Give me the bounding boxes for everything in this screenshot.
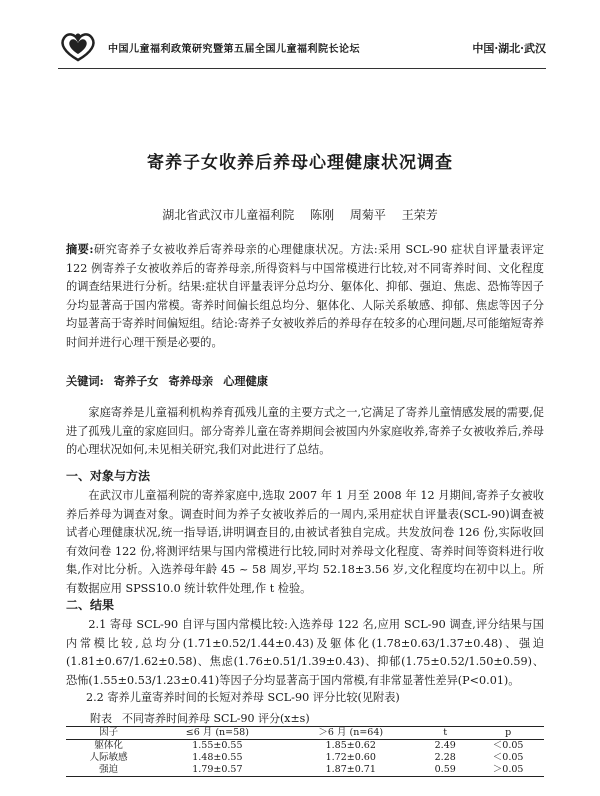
abstract bbox=[66, 240, 544, 352]
table-header: p bbox=[472, 727, 544, 740]
table-header-row bbox=[66, 727, 544, 740]
table-cell: ＜0.05 bbox=[492, 752, 524, 763]
author-line bbox=[0, 206, 600, 223]
keywords bbox=[66, 372, 544, 391]
header-rule bbox=[58, 68, 546, 69]
keyword: 寄养子女 bbox=[113, 374, 159, 388]
table-row bbox=[66, 752, 544, 764]
table-cell: 躯体化 bbox=[94, 740, 123, 751]
table-header: ≤6 月 (n=58) bbox=[151, 727, 283, 740]
table-cell: 1.79±0.57 bbox=[192, 764, 243, 775]
results-subheading: 2.2 寄养儿童寄养时间的长短对养母 SCL-90 评分比较(见附表) bbox=[86, 691, 400, 704]
table-cell: 1.55±0.55 bbox=[192, 740, 243, 751]
keyword: 心理健康 bbox=[223, 374, 268, 388]
table-cell: 1.72±0.60 bbox=[325, 752, 376, 763]
table-cell: 强迫 bbox=[99, 764, 119, 775]
running-header bbox=[58, 30, 546, 64]
table-cell: 0.59 bbox=[434, 764, 456, 775]
conference-logo-icon bbox=[58, 30, 98, 64]
table-cell: 2.28 bbox=[434, 752, 456, 763]
table-caption bbox=[90, 710, 320, 726]
table-caption-label: 附表 bbox=[90, 712, 112, 725]
table-cell: 人际敏感 bbox=[89, 752, 128, 763]
abstract-label: 摘要: bbox=[66, 242, 94, 256]
table-row bbox=[66, 740, 544, 753]
table-cell: 1.87±0.71 bbox=[325, 764, 376, 775]
table-cell: 1.48±0.55 bbox=[192, 752, 243, 763]
author-name: 王荣芳 bbox=[401, 208, 438, 222]
table-cell: 1.85±0.62 bbox=[325, 740, 376, 751]
abstract-text: 研究寄养子女被收养后寄养母亲的心理健康状况。方法:采用 SCL-90 症状自评量表评定 122 例寄养子女被收养后的寄养母亲,所得资料与中国常模进行比较,对不同寄养时间、文化程度的调查结果进行分析。结果:症状自评量表评分总均分、躯体化、抑郁、强迫、焦虑、恐怖等因子分均显著高于国内常模。寄养时间偏长组总均分、躯体化、人际关系敏感、抑郁、焦虑等因子分均显著高于寄养时间偏短组。结论:寄养子女被收养后的养母存在较多的心理问题,尽可能缩短寄养时间并进行心理干预是必要的。 bbox=[66, 243, 544, 349]
table-row bbox=[66, 764, 544, 777]
paper-title: 寄养子女收养后养母心理健康状况调查 bbox=[147, 153, 453, 173]
table-header: ＞6 月 (n=64) bbox=[283, 727, 418, 740]
scl90-table bbox=[66, 726, 544, 777]
keywords-label: 关键词: bbox=[66, 374, 104, 388]
table-header: 因子 bbox=[66, 727, 151, 740]
table-header: t bbox=[418, 727, 472, 740]
intro-paragraph: 家庭寄养是儿童福利机构养育孤残儿童的主要方式之一,它满足了寄养儿童情感发展的需要,促进了孤残儿童的家庭回归。部分寄养儿童在寄养期间会被国内外家庭收养,寄养子女被收养后,养母的心理状况如何,未见相关研究,我们对此进行了总结。 bbox=[66, 406, 544, 456]
section-heading-methods: 一、对象与方法 bbox=[66, 469, 151, 483]
conference-name: 中国儿童福利政策研究暨第五届全国儿童福利院长论坛 bbox=[108, 44, 360, 55]
methods-paragraph: 在武汉市儿童福利院的寄养家庭中,选取 2007 年 1 月至 2008 年 12 月期间,寄养子女被收养后养母为调查对象。调查时间为养子女被收养后的一周内,采用症状自评量表(SCL-90)调查被试者心理健康状况,统一指导语,讲明调查目的,由被试者独自完成。共发放问卷 126 份,实际收回有效问卷 122 份,将测评结果与国内常模进行比较,同时对养母文化程度、寄养时间等资料进行收集,作对比分析。入选养母年龄 45 ~ 58 周岁,平均 52.18±3.56 岁,文化程度均在初中以上。所有数据应用 SPSS10.0 统计软件处理,作 t 检验。 bbox=[66, 489, 544, 595]
keyword: 寄养母亲 bbox=[168, 374, 214, 388]
table-cell: ＞0.05 bbox=[492, 764, 524, 775]
table-caption-text: 不同寄养时间养母 SCL-90 评分(x±s) bbox=[122, 712, 310, 725]
table-cell: ＜0.05 bbox=[492, 740, 524, 751]
author-name: 周菊平 bbox=[349, 208, 386, 222]
affiliation: 湖北省武汉市儿童福利院 bbox=[162, 208, 295, 222]
conference-location: 中国·湖北·武汉 bbox=[472, 42, 546, 55]
section-heading-results: 二、结果 bbox=[66, 598, 115, 612]
table-cell: 2.49 bbox=[434, 740, 456, 751]
author-name: 陈刚 bbox=[310, 208, 335, 222]
results-paragraph: 2.1 寄母 SCL-90 自评与国内常模比较:入选养母 122 名,应用 SCL-90 调查,评分结果与国内常模比较,总均分(1.71±0.52/1.44±0.43)及躯体化(1.78±0.63/1.37±0.48)、强迫(1.81±0.67/1.62±0.58)、焦虑(1.76±0.51/1.39±0.43)、抑郁(1.75±0.52/1.50±0.59)、恐怖(1.55±0.53/1.23±0.41)等因子分均显著高于国内常模,有非常显著性差异(P<0.01)。 bbox=[66, 618, 544, 687]
